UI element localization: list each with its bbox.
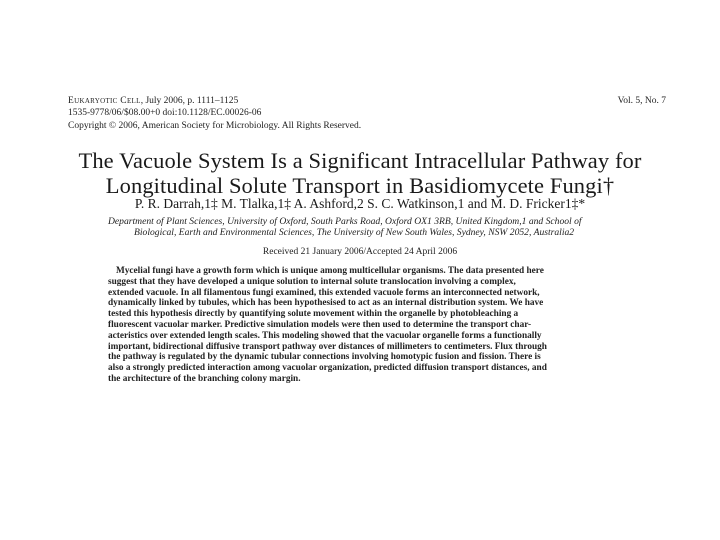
abstract-line: fluorescent vacuolar marker. Predictive simulation models were then used to determine the transport char- xyxy=(108,319,532,330)
affiliation-line-1: Department of Plant Sciences, University of Oxford, South Parks Road, Oxford OX1 3RB, United Kingdom,1 and School of xyxy=(108,216,582,227)
affiliation-line-2: Biological, Earth and Environmental Sciences, The University of New South Wales, Sydney, NSW 2052, Australia2 xyxy=(134,227,575,238)
journal-name: Eukaryotic Cell xyxy=(68,96,141,106)
affiliations xyxy=(108,216,628,238)
abstract-line: also a strongly predicted interaction among vacuolar organization, predicted diffusion transport distances, and xyxy=(108,363,547,374)
abstract xyxy=(108,266,638,385)
abstract-line: dynamically linked by tubules, which has been hypothesised to act as an internal distribution system. We have xyxy=(108,298,544,309)
copyright-notice: Copyright © 2006, American Society for Microbiology. All Rights Reserved. xyxy=(68,121,362,131)
article-title-line-2: Longitudinal Solute Transport in Basidiomycete Fungi† xyxy=(105,173,615,198)
abstract-line: extended vacuole. In all filamentous fungi examined, this extended vacuole forms an interconnected network, xyxy=(108,287,540,298)
abstract-line: the pathway is regulated by the dynamic tubular connections involving homotypic fusion and fission. There is xyxy=(108,352,541,363)
journal-citation-details: , July 2006, p. 1111–1125 xyxy=(140,96,239,106)
received-dates: Received 21 January 2006/Accepted 24 April 2006 xyxy=(262,247,458,257)
volume-issue: Vol. 5, No. 7 xyxy=(617,96,666,106)
abstract-line: important, bidirectional diffusive transport pathway over distances of millimeters to centimeters. Flux through xyxy=(108,341,547,352)
abstract-line: acteristics over extended length scales. This modeling showed that the vacuolar organelle forms a functionally xyxy=(108,330,542,341)
abstract-line: Mycelial fungi have a growth form which is unique among multicellular organisms. The data presented here xyxy=(116,266,544,276)
abstract-line: the architecture of the branching colony margin. xyxy=(108,373,301,384)
abstract-line: tested this hypothesis directly by quantifying solute movement within the organelle by photobleaching a xyxy=(108,309,519,320)
article-title xyxy=(60,148,660,198)
abstract-line: suggest that they have developed a unique solution to internal solute translocation involving a complex, xyxy=(108,276,516,287)
issn-doi: 1535-9778/06/$08.00+0 doi:10.1128/EC.00026-06 xyxy=(68,108,262,118)
journal-citation xyxy=(68,96,238,107)
article-title-line-1: The Vacuole System Is a Significant Intracellular Pathway for xyxy=(78,148,642,173)
author-list: P. R. Darrah,1‡ M. Tlalka,1‡ A. Ashford,2 S. C. Watkinson,1 and M. D. Fricker1‡* xyxy=(134,196,586,211)
